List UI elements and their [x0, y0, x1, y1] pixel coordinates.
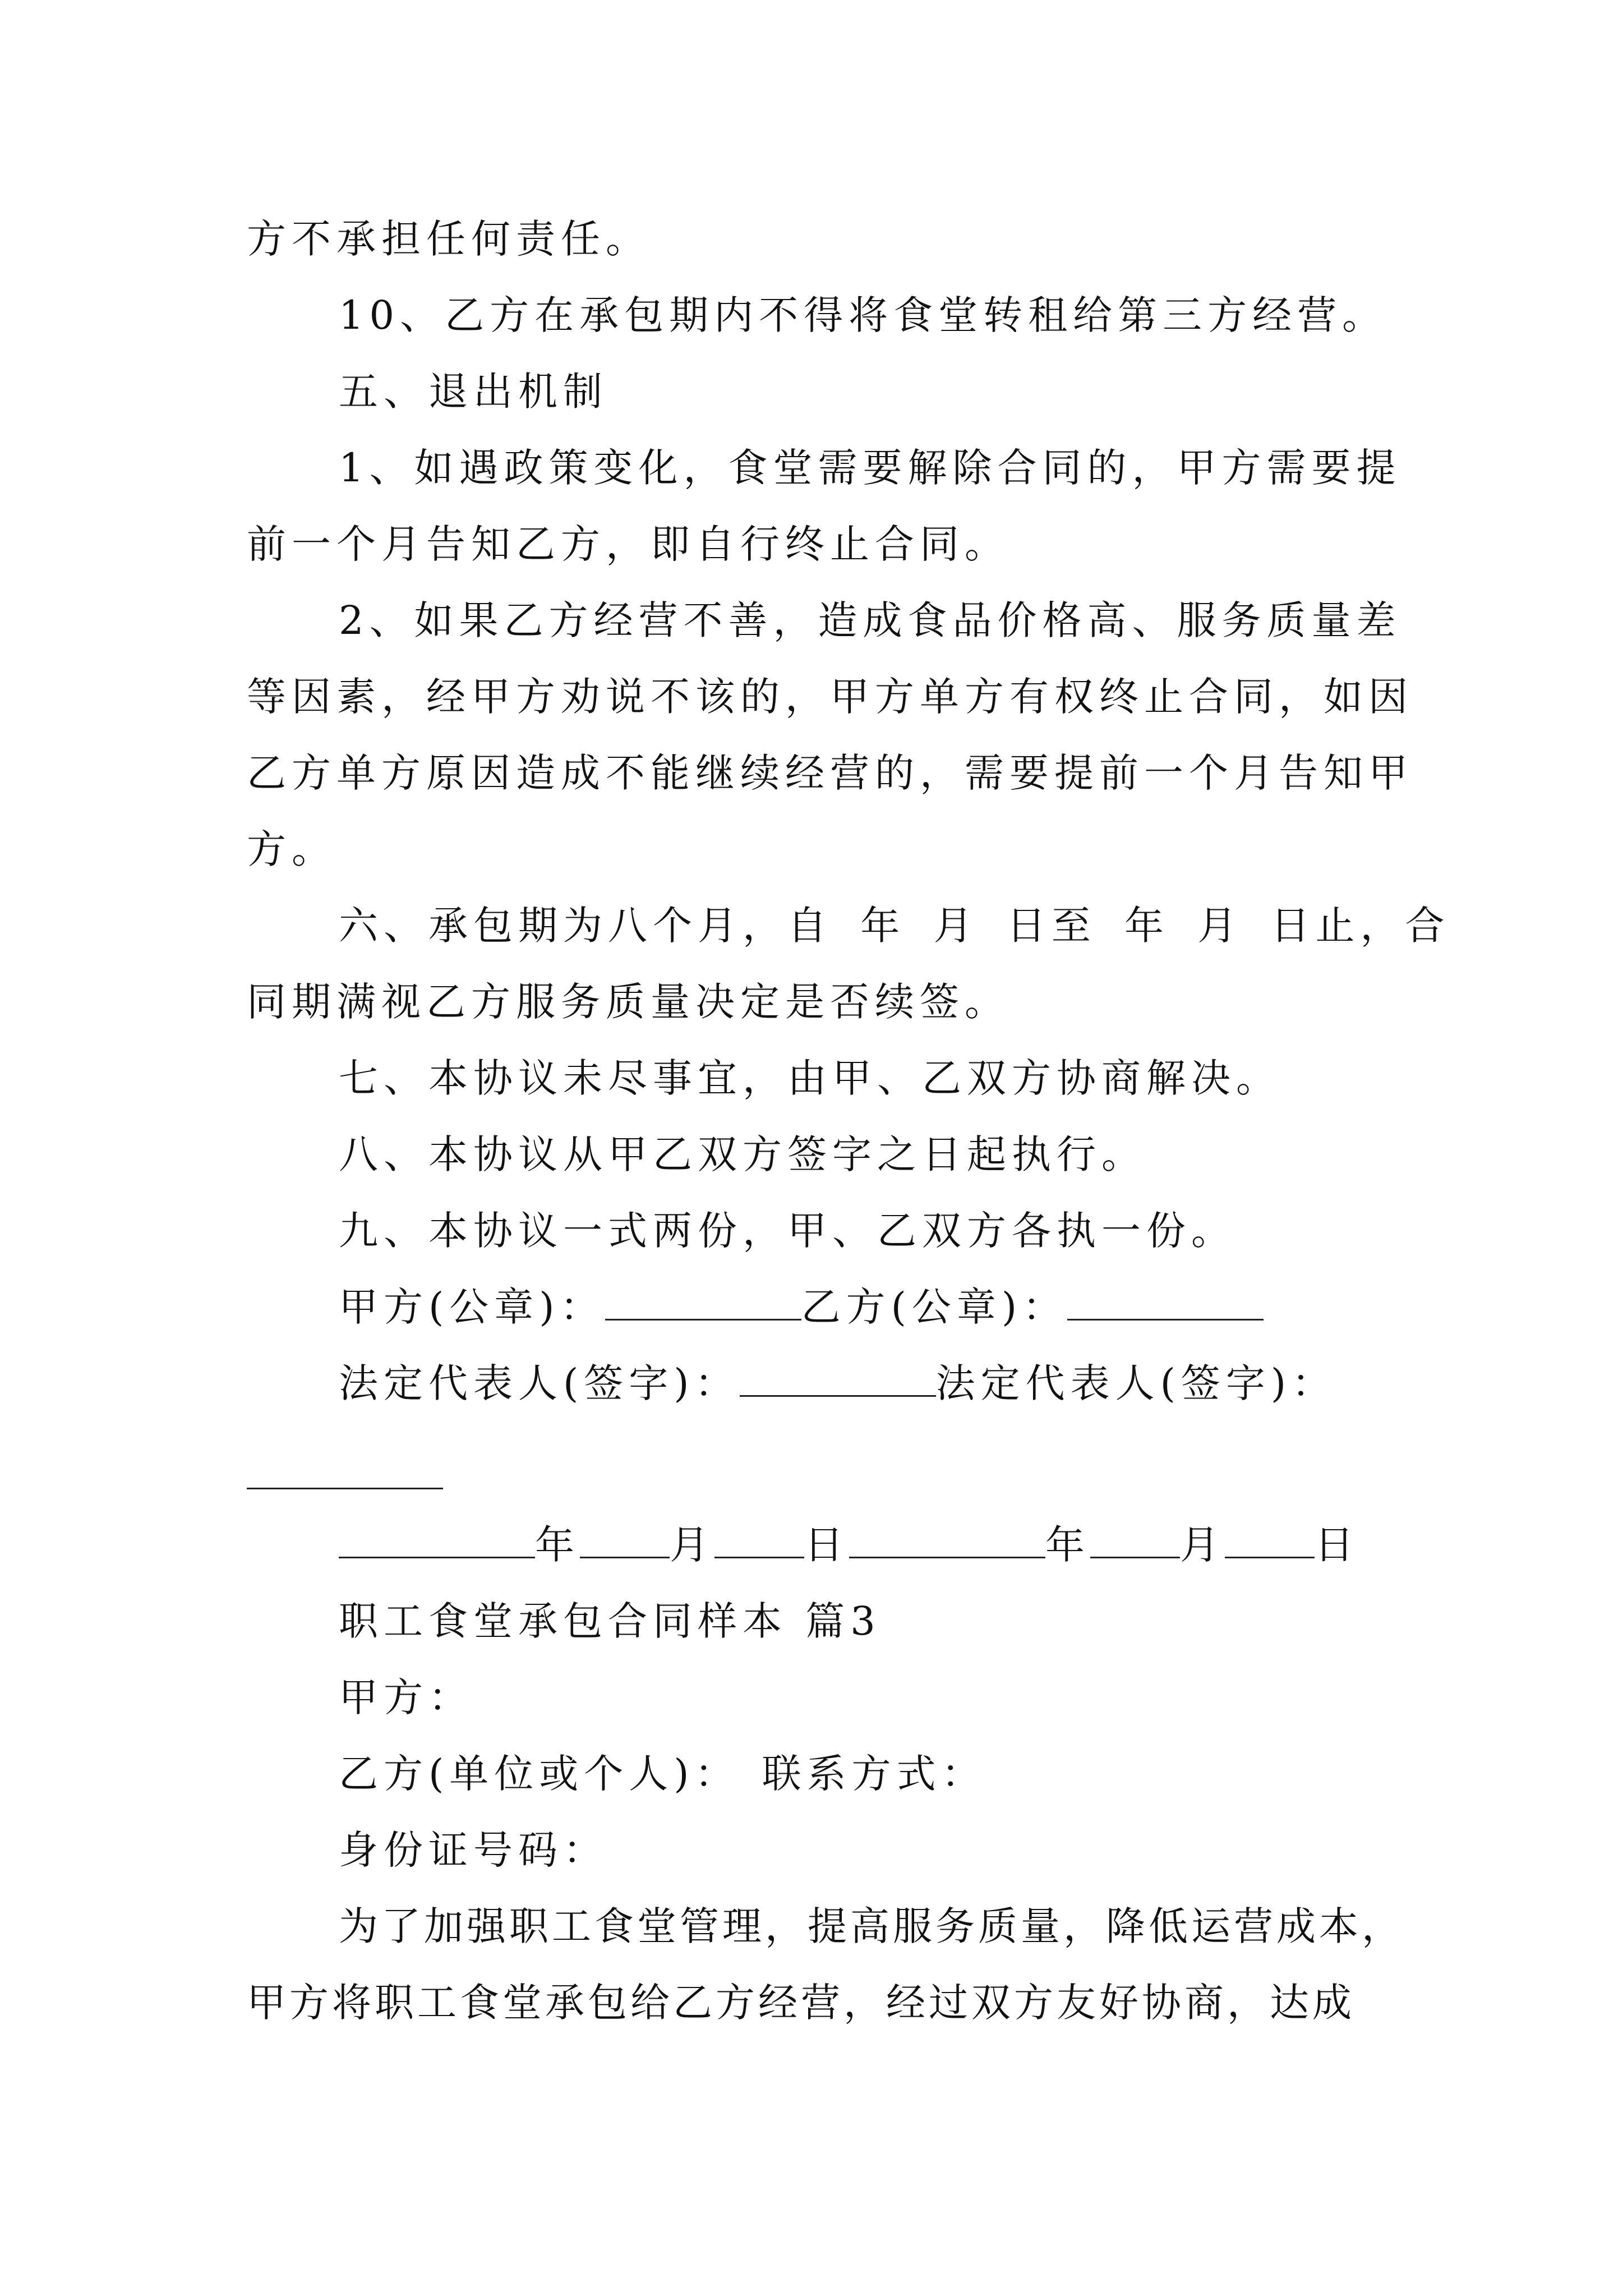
paragraph-line: 等因素，经甲方劝说不该的，甲方单方有权终止合同，如因	[247, 674, 1413, 720]
intro-paragraph-line: 为了加强职工食堂管理，提高服务质量，降低运营成本，	[339, 1903, 1404, 1949]
paragraph-line: 方不承担任何责任。	[247, 216, 651, 262]
rep-a-label: 法定代表人(签字)：	[339, 1360, 740, 1406]
party-a-field: 甲方：	[339, 1674, 473, 1720]
seal-line	[0, 1279, 1623, 1335]
clause-10: 10、乙方在承包期内不得将食堂转租给第三方经营。	[339, 292, 1387, 338]
month-blank-a	[580, 1517, 670, 1558]
day-blank-b	[1225, 1517, 1315, 1558]
paragraph-line: 同期满视乙方服务质量决定是否续签。	[247, 979, 1009, 1025]
year-label-a: 年	[535, 1522, 580, 1568]
rep-a-blank	[740, 1356, 936, 1397]
section-3-title: 职工食堂承包合同样本 篇3	[339, 1598, 881, 1644]
year-blank-a	[339, 1517, 535, 1558]
month-label-b: 月	[1180, 1522, 1225, 1568]
month-blank-b	[1090, 1517, 1180, 1558]
exit-clause-2: 2、如果乙方经营不善，造成食品价格高、服务质量差	[339, 597, 1401, 643]
day-label-a: 日	[804, 1522, 849, 1568]
section-heading-exit-mechanism: 五、退出机制	[339, 369, 608, 415]
date-line	[0, 1517, 1623, 1573]
party-a-seal-label: 甲方(公章)：	[339, 1284, 605, 1330]
representative-line	[0, 1355, 1623, 1411]
clause-seven: 七、本协议未尽事宜，由甲、乙双方协商解决。	[339, 1055, 1281, 1101]
rep-b-blank	[247, 1488, 443, 1489]
day-label-b: 日	[1315, 1522, 1359, 1568]
clause-nine: 九、本协议一式两份，甲、乙双方各执一份。	[339, 1208, 1236, 1254]
exit-clause-1: 1、如遇政策变化，食堂需要解除合同的，甲方需要提	[339, 445, 1401, 491]
month-label-a: 月	[670, 1522, 714, 1568]
contract-term-clause: 六、承包期为八个月，自 年 月 日至 年 月 日止，合	[339, 903, 1450, 949]
year-label-b: 年	[1045, 1522, 1090, 1568]
day-blank-a	[714, 1517, 804, 1558]
party-b-seal-label: 乙方(公章)：	[801, 1284, 1068, 1330]
party-a-seal-blank	[605, 1280, 801, 1320]
paragraph-line: 乙方单方原因造成不能继续经营的，需要提前一个月告知甲	[247, 750, 1413, 796]
party-b-line	[0, 1746, 1623, 1802]
intro-paragraph-line: 甲方将职工食堂承包给乙方经营，经过双方友好协商，达成	[247, 1980, 1355, 2026]
party-b-label: 乙方(单位或个人)：	[339, 1751, 740, 1797]
paragraph-line: 前一个月告知乙方，即自行终止合同。	[247, 521, 1009, 567]
clause-eight: 八、本协议从甲乙双方签字之日起执行。	[339, 1131, 1146, 1177]
rep-b-label: 法定代表人(签字)：	[935, 1360, 1337, 1406]
year-blank-b	[849, 1517, 1045, 1558]
party-b-seal-blank	[1067, 1280, 1264, 1320]
id-number-field: 身份证号码：	[339, 1827, 608, 1873]
contact-label: 联系方式：	[762, 1751, 986, 1797]
paragraph-line: 方。	[247, 826, 336, 872]
